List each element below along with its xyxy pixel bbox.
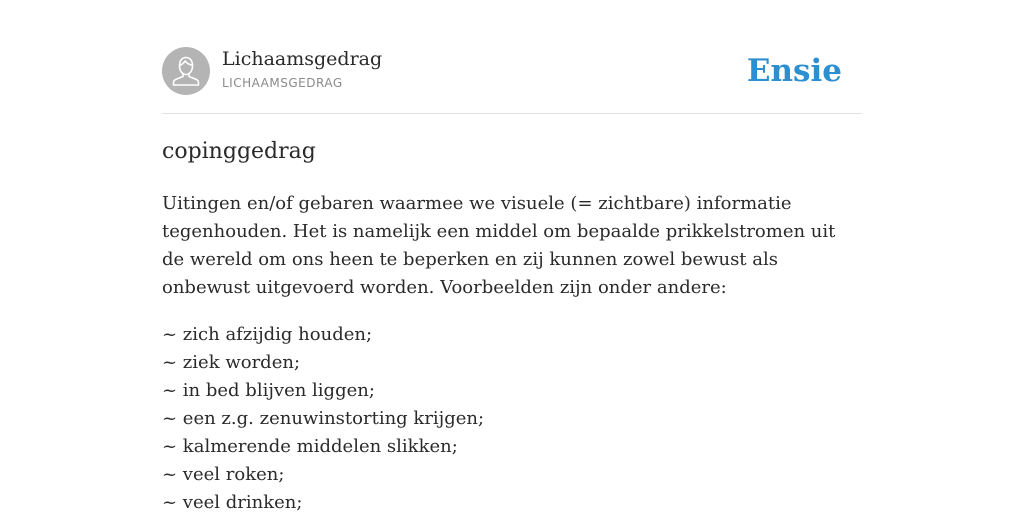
list-item: ~ kalmerende middelen slikken; [162,436,458,457]
list-item: ~ een z.g. zenuwinstorting krijgen; [162,408,485,429]
entry-content [162,136,862,512]
avatar[interactable] [162,47,210,95]
header-divider [162,113,862,114]
list-item: ~ zich afzijdig houden; [162,324,373,345]
list-item: ~ veel roken; [162,464,285,485]
list-item: ~ in bed blijven liggen; [162,380,375,401]
examples-list [162,321,862,512]
entry-header [162,47,862,95]
brand-logo[interactable]: Ensie [746,53,842,89]
entry-definition: Uitingen en/of gebaren waarmee we visuele (= zichtbare) informatie tegenhouden. Het is namelijk een middel om bepaalde prikkelstromen uit de wereld om ons heen te beperken en zij kunnen zowel bewust als onbewust uitgevoerd worden. Voorbeelden zijn onder andere: [162,193,836,298]
user-icon [162,47,210,95]
list-item: ~ ziek worden; [162,352,301,373]
author-name[interactable]: Lichaamsgedrag [222,48,383,70]
author-category[interactable]: LICHAAMSGEDRAG [222,76,343,90]
entry-title: copinggedrag [162,139,316,164]
list-item: ~ veel drinken; [162,492,303,512]
